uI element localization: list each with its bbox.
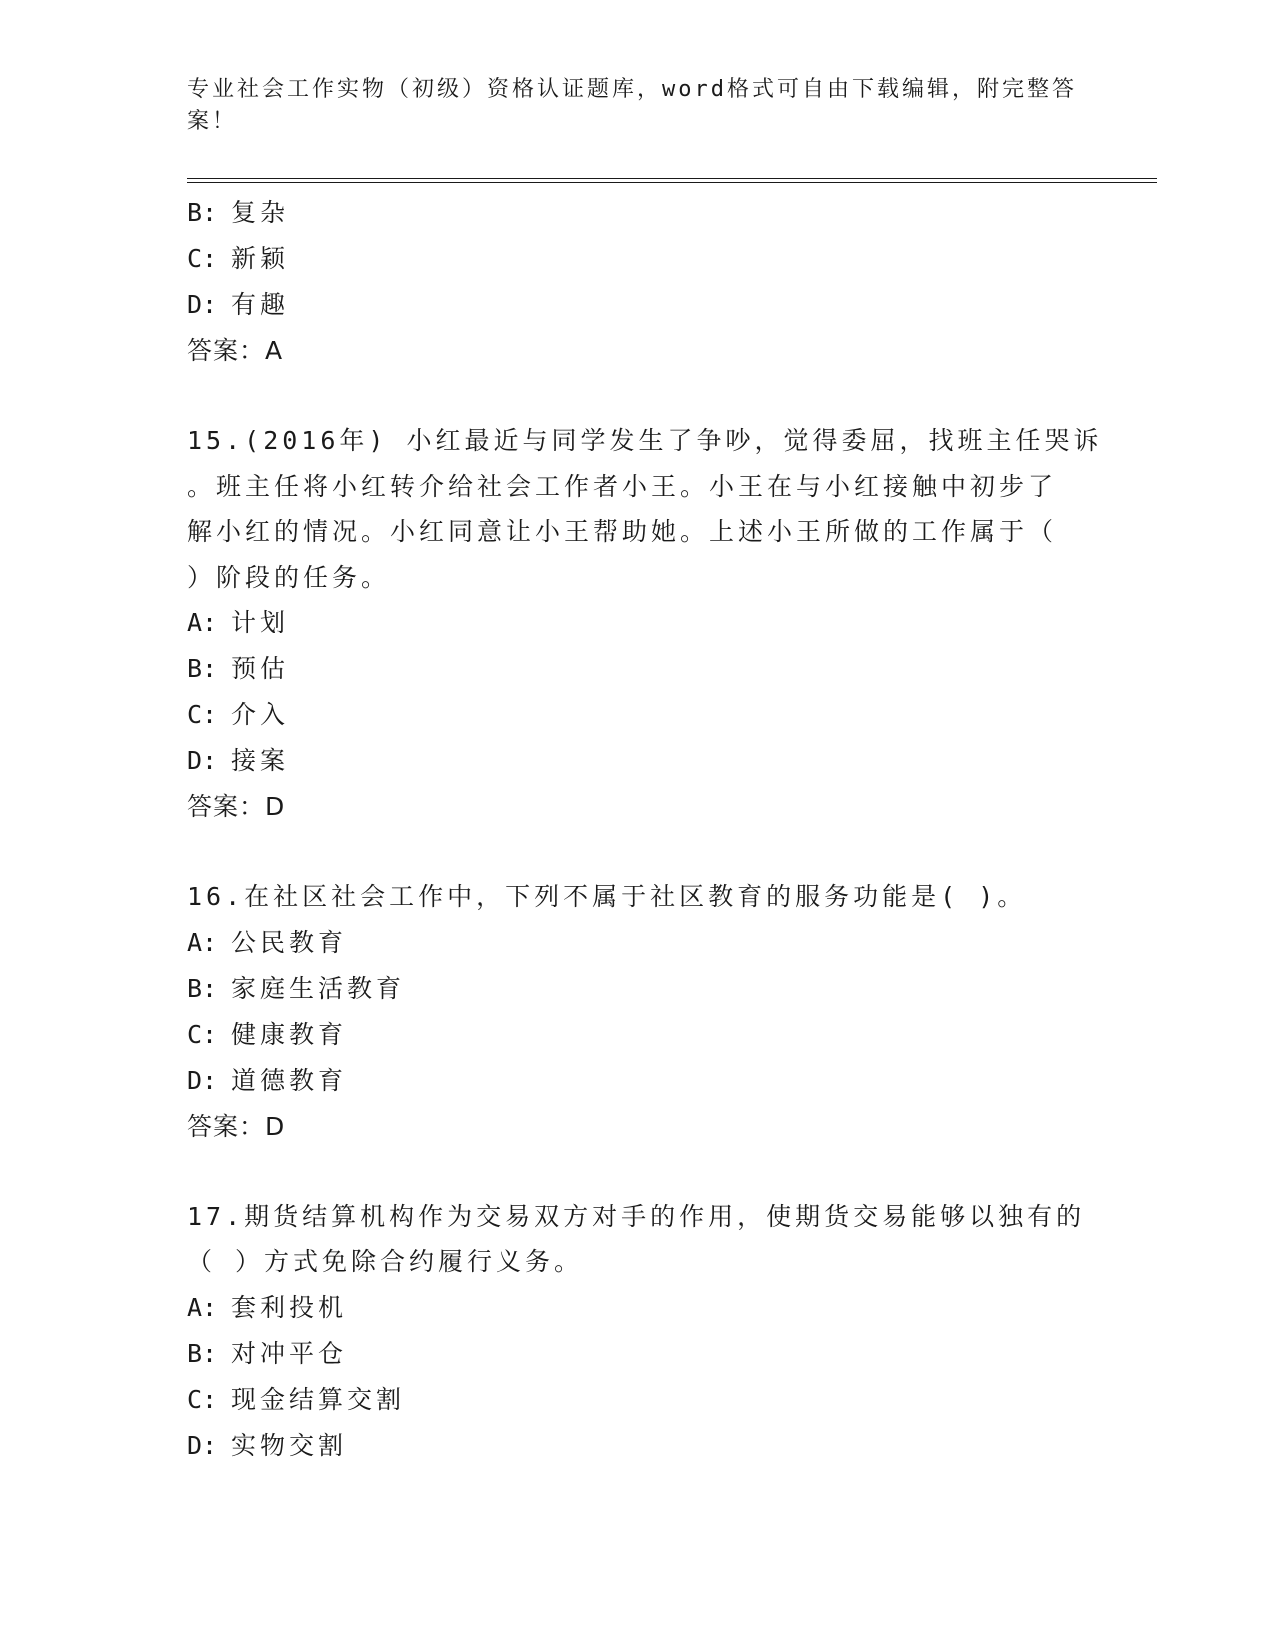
question-stem-line: 15.(2016年) 小红最近与同学发生了争吵，觉得委屈，找班主任哭诉 bbox=[187, 426, 1103, 455]
question-content bbox=[187, 190, 1103, 1469]
question-stem-line: 17.期货结算机构作为交易双方对手的作用，使期货交易能够以独有的 bbox=[187, 1201, 1086, 1231]
option-c: C: 新颖 bbox=[187, 244, 290, 273]
option-c: C: 健康教育 bbox=[187, 1019, 348, 1049]
option-b: B: 复杂 bbox=[187, 198, 290, 227]
option-a: A: 计划 bbox=[187, 608, 290, 637]
question-15 bbox=[187, 418, 1103, 830]
answer: 答案：D bbox=[187, 792, 286, 821]
continued-question bbox=[187, 190, 1087, 374]
question-stem-line: 。班主任将小红转介给社会工作者小王。小王在与小红接触中初步了 bbox=[187, 471, 1058, 501]
option-b: B: 家庭生活教育 bbox=[187, 973, 406, 1003]
document-page bbox=[187, 0, 1157, 1650]
document-header: 专业社会工作实物（初级）资格认证题库，word格式可自由下载编辑，附完整答案！ bbox=[187, 77, 1077, 134]
question-stem-line: 解小红的情况。小红同意让小王帮助她。上述小王所做的工作属于（ bbox=[187, 517, 1058, 546]
option-c: C: 介入 bbox=[187, 700, 290, 729]
option-d: D: 实物交割 bbox=[187, 1430, 348, 1460]
question-stem-line: 16.在社区社会工作中，下列不属于社区教育的服务功能是( )。 bbox=[187, 882, 1027, 911]
option-d: D: 接案 bbox=[187, 746, 290, 775]
option-d: D: 道德教育 bbox=[187, 1065, 348, 1095]
option-c: C: 现金结算交割 bbox=[187, 1384, 406, 1414]
header-double-rule bbox=[187, 178, 1157, 183]
question-16 bbox=[187, 874, 1087, 1150]
question-stem-line: ）阶段的任务。 bbox=[187, 562, 391, 592]
option-b: B: 预估 bbox=[187, 654, 290, 683]
option-a: A: 公民教育 bbox=[187, 927, 348, 957]
option-d: D: 有趣 bbox=[187, 290, 290, 319]
question-17 bbox=[187, 1194, 1087, 1469]
option-b: B: 对冲平仓 bbox=[187, 1338, 348, 1368]
answer: 答案：D bbox=[187, 1111, 286, 1141]
answer: 答案：A bbox=[187, 336, 284, 365]
option-a: A: 套利投机 bbox=[187, 1292, 348, 1322]
question-stem-line: （ ）方式免除合约履行义务。 bbox=[187, 1247, 584, 1276]
